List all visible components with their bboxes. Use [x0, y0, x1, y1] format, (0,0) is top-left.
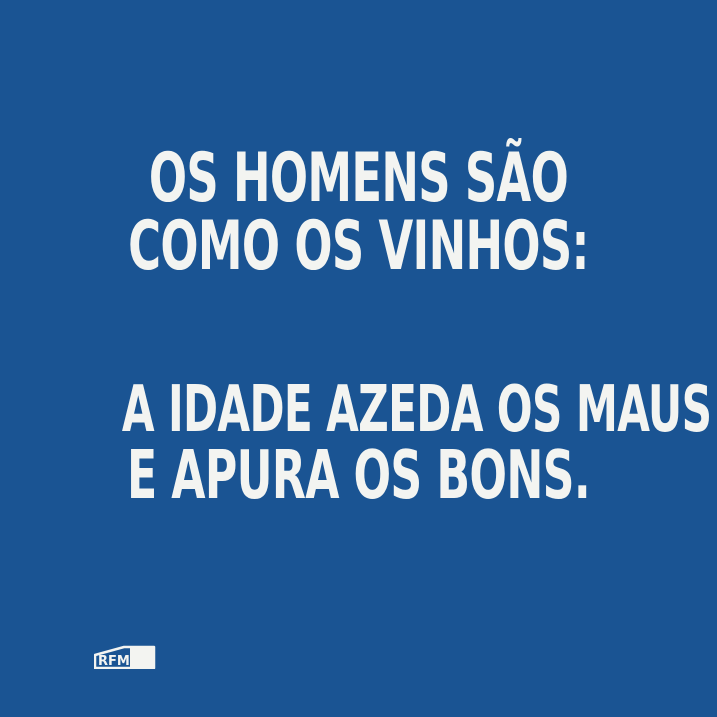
quote-heading	[0, 139, 717, 286]
quote-line-3: A IDADE AZEDA OS MAUS	[121, 373, 712, 447]
logo-text: RFM	[98, 654, 130, 669]
quote-line-2: COMO OS VINHOS:	[128, 207, 589, 286]
rfm-logo-icon	[94, 645, 156, 669]
quote-body	[0, 373, 717, 514]
quote-line-4: E APURA OS BONS.	[126, 436, 591, 514]
quote-line-1: OS HOMENS SÃO	[148, 139, 569, 218]
